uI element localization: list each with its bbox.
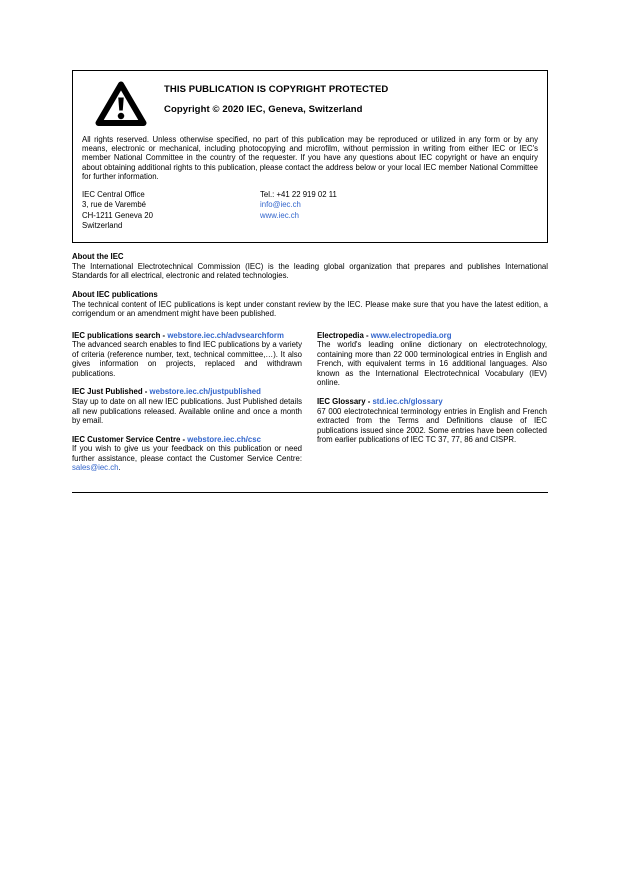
sales-email-link[interactable]: sales@iec.ch [72,463,119,473]
telephone-number: Tel.: +41 22 919 02 11 [260,189,337,199]
resource-electropedia [317,331,547,388]
bottom-divider [72,492,548,493]
resources-column-right [317,331,547,482]
resource-body [317,340,547,388]
resource-body [72,340,302,378]
resource-body [317,407,547,445]
email-link[interactable]: info@iec.ch [260,200,301,210]
resource-just-published [72,387,302,425]
customer-service-link[interactable]: webstore.iec.ch/csc [187,434,261,444]
section-about-iec [72,252,548,281]
resource-title: IEC publications search - [72,330,168,340]
publications-search-link[interactable]: webstore.iec.ch/advsearchform [167,330,284,340]
resource-heading [317,397,547,407]
resource-heading [72,387,302,397]
contact-lines [260,190,337,231]
address-city: CH-1211 Geneva 20 [82,210,153,220]
page-content [72,0,548,493]
address-country: Switzerland [82,220,123,230]
resource-title: IEC Just Published - [72,387,150,397]
resource-body-text: The world's leading online dictionary on electrotechnology, containing more than 22 000 terminological entries in English and French, with equivalent terms in 16 additional languages. Also known as the International Electrotechnical Vocabulary (IEV) online. [317,340,547,388]
copyright-year-line: Copyright © 2020 IEC, Geneva, Switzerland [164,104,363,115]
website-link[interactable]: www.iec.ch [260,210,299,220]
just-published-link[interactable]: webstore.iec.ch/justpublished [149,387,261,397]
resource-body-text: If you wish to give us your feedback on this publication or need further assistance, please contact the Customer Service Centre: [72,444,302,463]
glossary-link[interactable]: std.iec.ch/glossary [372,396,443,406]
resource-body [72,444,302,473]
resource-body-suffix: . [118,463,121,473]
resource-body-text: The advanced search enables to find IEC publications by a variety of criteria (reference number, text, technical committee,…). It also gives information on projects, replaced and withdrawn publications. [72,340,302,378]
copyright-box [72,70,548,243]
copyright-protected-title: THIS PUBLICATION IS COPYRIGHT PROTECTED [164,84,389,95]
address-block [82,190,538,231]
resource-title: IEC Customer Service Centre - [72,434,188,444]
resources-columns [72,331,548,482]
resource-heading [72,331,302,341]
resource-heading [72,435,302,445]
about-iec-heading: About the IEC [72,252,124,262]
resource-publications-search [72,331,302,379]
resource-body-text: Stay up to date on all new IEC publications. Just Published details all new publications released. Available online and once a month by email. [72,397,302,425]
address-street: 3, rue de Varembé [82,200,147,210]
resource-title: IEC Glossary - [317,396,373,406]
about-publications-body: The technical content of IEC publications is kept under constant review by the IEC. Please make sure that you have the latest edition, a corrigendum or an amendment might have been published. [72,299,548,319]
section-about-publications [72,290,548,319]
resource-heading [317,331,547,341]
resource-body [72,397,302,426]
warning-triangle-icon [95,80,147,128]
copyright-box-header [82,80,538,128]
copyright-notice-text: All rights reserved. Unless otherwise specified, no part of this publication may be reproduced or utilized in any form or by any means, electronic or mechanical, including photocopying and microfilm, without permission in writing from either IEC or IEC's member National Committee in the country of the requester. If you have any questions about IEC copyright or have an enquiry about obtaining additional rights to this publication, please contact the address below or your local IEC member National Committee for further information. [82,135,538,181]
copyright-titles [164,80,388,115]
resource-glossary [317,397,547,445]
address-lines [82,190,260,231]
about-iec-body: The International Electrotechnical Commission (IEC) is the leading global organization that prepares and publishes International Standards for all electrical, electronic and related technologies. [72,261,548,281]
resource-customer-service [72,435,302,473]
electropedia-link[interactable]: www.electropedia.org [370,330,452,340]
resources-column-left [72,331,302,482]
resource-title: Electropedia - [317,330,371,340]
address-office: IEC Central Office [82,189,145,199]
resource-body-text: 67 000 electrotechnical terminology entries in English and French extracted from the Terms and Definitions clause of IEC publications issued since 2002. Some entries have been collected from earlier publications of IEC TC 37, 77, 86 and CISPR. [317,406,547,444]
about-publications-heading: About IEC publications [72,289,158,299]
